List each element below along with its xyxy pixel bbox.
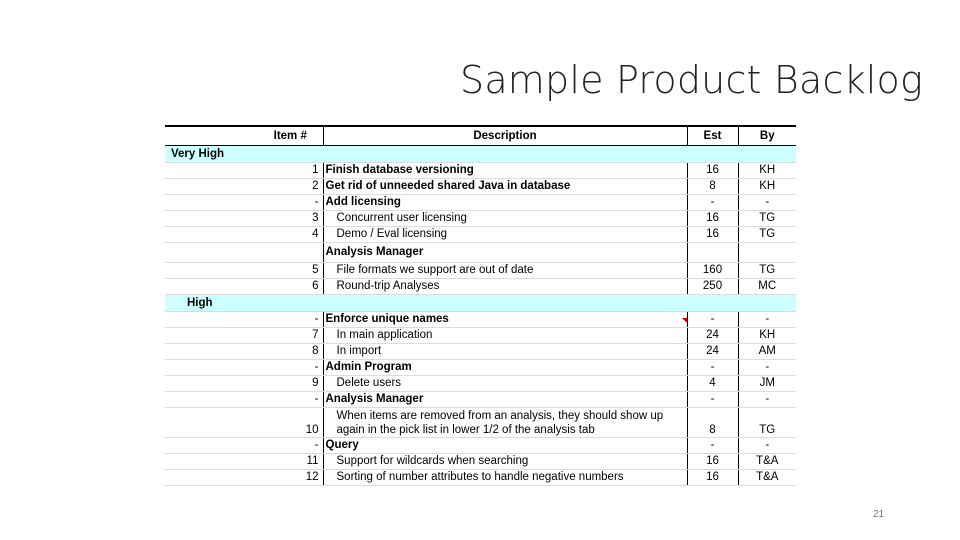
priority-group-label: High [165,295,796,312]
table-row [165,344,796,360]
item-number-cell: 3 [260,211,323,227]
owner-cell: - [738,392,796,408]
slide-title: Sample Product Backlog [460,58,923,102]
estimate-cell: - [687,360,738,376]
item-number-cell: 1 [260,163,323,179]
description-cell: Analysis Manager [323,392,687,408]
owner-cell: KH [738,179,796,195]
estimate-cell [687,243,738,263]
page-number: 21 [873,509,885,520]
priority-cell [165,376,260,392]
description-cell: Sorting of number attributes to handle negative numbers [323,470,687,486]
item-number-cell: 10 [260,408,323,438]
table-row [165,279,796,295]
estimate-cell: 24 [687,328,738,344]
item-number-cell: 7 [260,328,323,344]
priority-cell [165,360,260,376]
table-row [165,328,796,344]
table-row [165,263,796,279]
table-row [165,470,796,486]
priority-cell [165,227,260,243]
table-header-row [165,126,796,146]
priority-cell [165,438,260,454]
estimate-cell: 24 [687,344,738,360]
description-cell: Admin Program [323,360,687,376]
owner-cell: TG [738,263,796,279]
item-number-cell: 2 [260,179,323,195]
description-cell: Query [323,438,687,454]
owner-cell: MC [738,279,796,295]
description-cell: Concurrent user licensing [323,211,687,227]
description-cell: When items are removed from an analysis, they should show up again in the pick list in lower 1/2 of the analysis tab [323,408,687,438]
owner-cell: T&A [738,470,796,486]
priority-cell [165,195,260,211]
table-row [165,408,796,438]
estimate-cell: 16 [687,163,738,179]
item-number-cell: 9 [260,376,323,392]
priority-cell [165,470,260,486]
owner-cell: - [738,438,796,454]
owner-cell [738,243,796,263]
table-row [165,312,796,328]
header-description: Description [323,126,687,146]
estimate-cell: - [687,392,738,408]
header-owner: By [738,126,796,146]
backlog-table [165,125,796,489]
description-cell: Support for wildcards when searching [323,454,687,470]
owner-cell: JM [738,376,796,392]
owner-cell: - [738,312,796,328]
priority-cell [165,312,260,328]
estimate-cell: - [687,438,738,454]
owner-cell: TG [738,227,796,243]
estimate-cell: - [687,195,738,211]
item-number-cell: - [260,195,323,211]
item-number-cell: - [260,438,323,454]
estimate-cell: 8 [687,179,738,195]
priority-cell [165,211,260,227]
description-cell: In main application [323,328,687,344]
table-row [165,195,796,211]
table-row [165,163,796,179]
description-cell: Delete users [323,376,687,392]
item-number-cell: - [260,392,323,408]
priority-cell [165,179,260,195]
item-number-cell: - [260,312,323,328]
owner-cell: AM [738,344,796,360]
description-cell: Analysis Manager [323,243,687,263]
table-row [165,438,796,454]
item-number-cell: 11 [260,454,323,470]
table-row [165,454,796,470]
table-row [165,360,796,376]
owner-cell: - [738,360,796,376]
description-cell: Finish database versioning [323,163,687,179]
priority-band-row [165,146,796,163]
table-row [165,179,796,195]
estimate-cell: 4 [687,376,738,392]
estimate-cell: 16 [687,211,738,227]
owner-cell: - [738,195,796,211]
item-number-cell [260,243,323,263]
description-cell: In import [323,344,687,360]
priority-group-label: Very High [165,146,796,163]
owner-cell: KH [738,328,796,344]
estimate-cell: 250 [687,279,738,295]
header-priority [165,126,260,146]
description-cell: File formats we support are out of date [323,263,687,279]
priority-cell [165,243,260,263]
description-cell: Enforce unique names [323,312,687,328]
description-cell: Demo / Eval licensing [323,227,687,243]
priority-cell [165,263,260,279]
table-row [165,392,796,408]
cell-comment-indicator [682,318,687,323]
priority-cell [165,279,260,295]
owner-cell: TG [738,408,796,438]
header-item-number: Item # [260,126,323,146]
priority-cell [165,392,260,408]
priority-cell [165,408,260,438]
description-cell: Round-trip Analyses [323,279,687,295]
description-cell: Get rid of unneeded shared Java in database [323,179,687,195]
priority-band-row [165,295,796,312]
priority-cell [165,328,260,344]
item-number-cell: 5 [260,263,323,279]
item-number-cell: 12 [260,470,323,486]
table-row [165,227,796,243]
priority-cell [165,454,260,470]
estimate-cell: 16 [687,227,738,243]
description-cell: Add licensing [323,195,687,211]
item-number-cell: 4 [260,227,323,243]
table-row [165,376,796,392]
owner-cell: TG [738,211,796,227]
header-estimate: Est [687,126,738,146]
table-row [165,211,796,227]
estimate-cell: 16 [687,454,738,470]
estimate-cell: - [687,312,738,328]
priority-cell [165,163,260,179]
table-row [165,243,796,263]
estimate-cell: 16 [687,470,738,486]
owner-cell: T&A [738,454,796,470]
owner-cell: KH [738,163,796,179]
estimate-cell: 160 [687,263,738,279]
estimate-cell: 8 [687,408,738,438]
item-number-cell: - [260,360,323,376]
item-number-cell: 8 [260,344,323,360]
item-number-cell: 6 [260,279,323,295]
priority-cell [165,344,260,360]
